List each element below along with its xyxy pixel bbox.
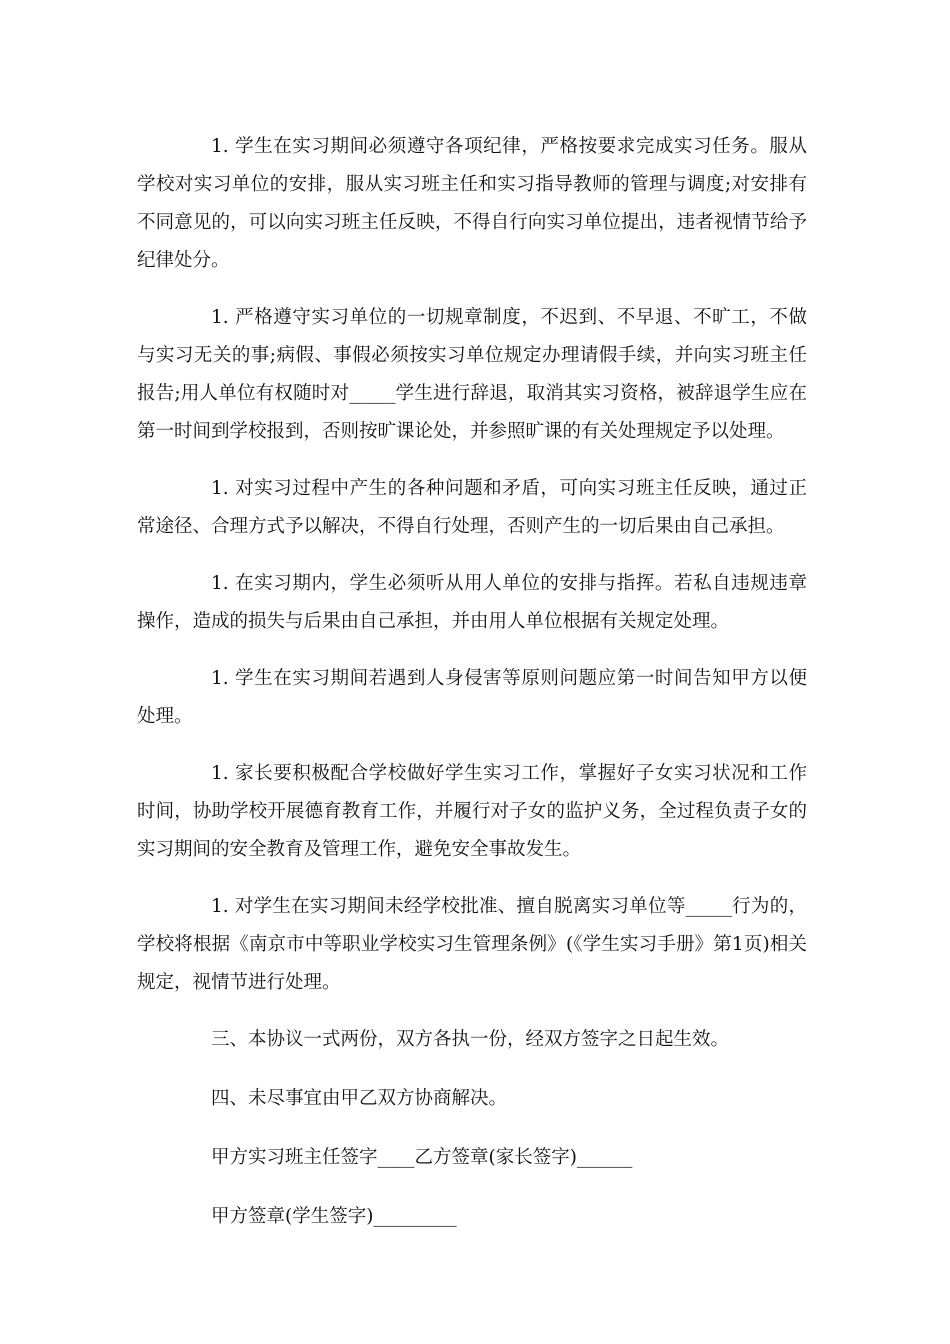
- document-page: [137, 128, 807, 1257]
- clause-problem-reporting: 1. 对实习过程中产生的各种问题和矛盾，可向实习班主任反映，通过正常途径、合理方式予以解决，不得自行处理，否则产生的一切后果由自己承担。: [137, 478, 807, 537]
- signature-line-teacher-parent: 甲方实习班主任签字____乙方签章(家长签字)______: [211, 1147, 633, 1168]
- clause-obey-employer: 1. 在实习期内，学生必须听从用人单位的安排与指挥。若私自违规违章操作，造成的损失与后果由自己承担，并由用人单位根据有关规定处理。: [137, 573, 807, 632]
- clause-workplace-rules: 1. 严格遵守实习单位的一切规章制度，不迟到、不早退、不旷工，不做与实习无关的事;病假、事假必须按实习单位规定办理请假手续，并向实习班主任报告;用人单位有权随时对_____学生进行辞退，取消其实习资格，被辞退学生应在第一时间到学校报到，否则按旷课论处，并参照旷课的有关处理规定予以处理。: [137, 307, 807, 442]
- clause-personal-safety: 1. 学生在实习期间若遇到人身侵害等原则问题应第一时间告知甲方以便处理。: [137, 668, 807, 727]
- clause-discipline: 1. 学生在实习期间必须遵守各项纪律，严格按要求完成实习任务。服从学校对实习单位的安排，服从实习班主任和实习指导教师的管理与调度;对安排有不同意见的，可以向实习班主任反映，不得自行向实习单位提出，违者视情节给予纪律处分。: [137, 136, 807, 271]
- clause-unauthorized-leave: 1. 对学生在实习期间未经学校批准、擅自脱离实习单位等_____行为的，学校将根据《南京市中等职业学校实习生管理条例》(《学生实习手册》第1页)相关规定，视情节进行处理。: [137, 896, 807, 993]
- section-three-copies: 三、本协议一式两份，双方各执一份，经双方签字之日起生效。: [211, 1029, 730, 1050]
- signature-line-student: 甲方签章(学生签字)_________: [211, 1206, 457, 1227]
- clause-parent-duties: 1. 家长要积极配合学校做好学生实习工作，掌握好子女实习状况和工作时间，协助学校开展德育教育工作，并履行对子女的监护义务，全过程负责子女的实习期间的安全教育及管理工作，避免安全事故发生。: [137, 763, 807, 860]
- section-four-negotiation: 四、未尽事宜由甲乙双方协商解决。: [211, 1088, 508, 1109]
